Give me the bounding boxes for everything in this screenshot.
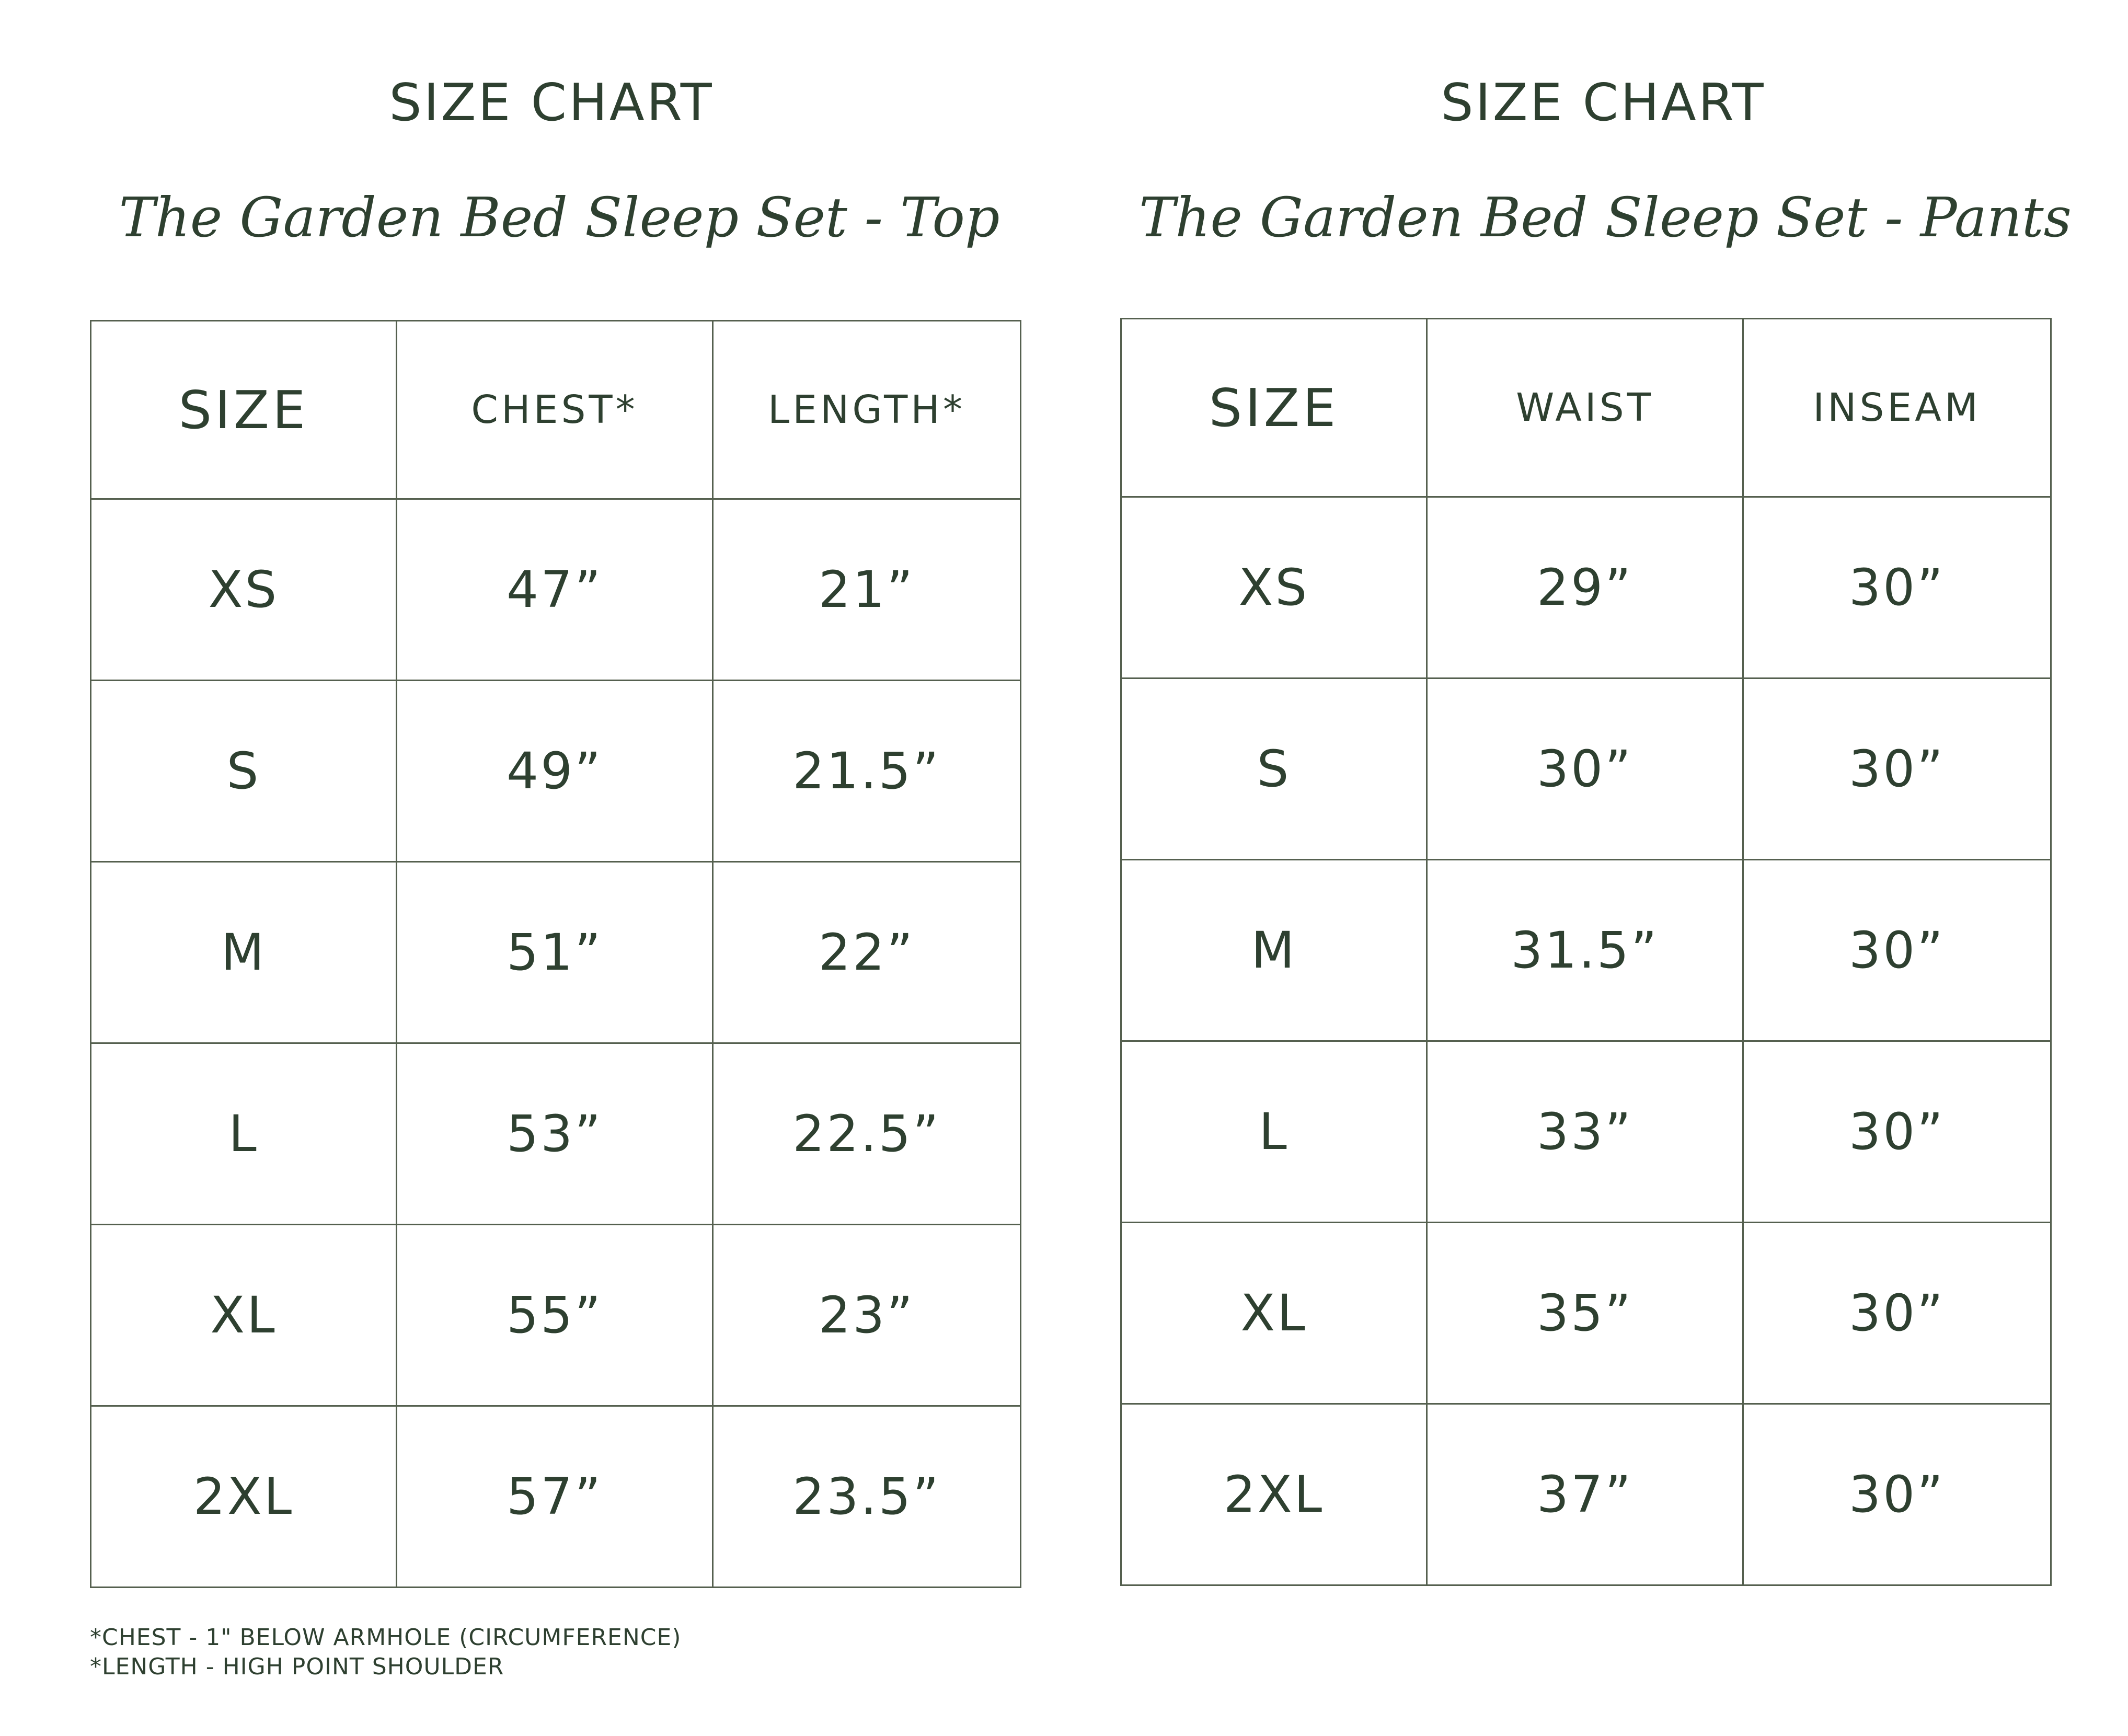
inseam-cell: 30”	[1743, 1223, 2051, 1404]
chest-cell: 51”	[397, 862, 713, 1043]
waist-cell: 37”	[1427, 1404, 1743, 1585]
product-title: The Garden Bed Sleep Set - Top	[119, 186, 1000, 249]
size-chart-heading: SIZE CHART	[1441, 73, 1766, 133]
size-cell: XS	[1121, 497, 1427, 679]
measurement-footnotes	[90, 1623, 681, 1682]
size-cell: XL	[91, 1225, 397, 1406]
length-cell: 21”	[713, 499, 1021, 681]
column-header-size: SIZE	[1121, 319, 1427, 497]
size-cell: XS	[91, 499, 397, 681]
inseam-cell: 30”	[1743, 497, 2051, 679]
size-cell: L	[1121, 1041, 1427, 1223]
waist-cell: 30”	[1427, 679, 1743, 860]
chest-cell: 55”	[397, 1225, 713, 1406]
column-header-waist: WAIST	[1427, 319, 1743, 497]
size-cell: M	[91, 862, 397, 1043]
chest-cell: 47”	[397, 499, 713, 681]
footnote-length: *LENGTH - HIGH POINT SHOULDER	[90, 1653, 504, 1680]
column-header-chest: CHEST*	[397, 321, 713, 499]
product-title: The Garden Bed Sleep Set - Pants	[1138, 186, 2072, 249]
table-row	[91, 1043, 1021, 1225]
size-cell: 2XL	[1121, 1404, 1427, 1585]
size-cell: S	[91, 681, 397, 862]
length-cell: 23”	[713, 1225, 1021, 1406]
waist-cell: 33”	[1427, 1041, 1743, 1223]
size-cell: L	[91, 1043, 397, 1225]
table-row	[1121, 497, 2051, 679]
chest-cell: 57”	[397, 1406, 713, 1588]
inseam-cell: 30”	[1743, 1404, 2051, 1585]
chest-cell: 53”	[397, 1043, 713, 1225]
column-header-length: LENGTH*	[713, 321, 1021, 499]
table-row	[91, 862, 1021, 1043]
table-row	[1121, 1223, 2051, 1404]
column-header-size: SIZE	[91, 321, 397, 499]
table-header-row	[91, 321, 1021, 499]
waist-cell: 29”	[1427, 497, 1743, 679]
table-header-row	[1121, 319, 2051, 497]
length-cell: 22”	[713, 862, 1021, 1043]
size-cell: XL	[1121, 1223, 1427, 1404]
table-row	[91, 499, 1021, 681]
waist-cell: 35”	[1427, 1223, 1743, 1404]
chest-cell: 49”	[397, 681, 713, 862]
table-row	[1121, 1041, 2051, 1223]
table-row	[91, 1225, 1021, 1406]
table-row	[1121, 860, 2051, 1041]
inseam-cell: 30”	[1743, 860, 2051, 1041]
waist-cell: 31.5”	[1427, 860, 1743, 1041]
top-size-table	[90, 320, 1021, 1588]
size-cell: S	[1121, 679, 1427, 860]
size-cell: M	[1121, 860, 1427, 1041]
table-row	[1121, 1404, 2051, 1585]
inseam-cell: 30”	[1743, 1041, 2051, 1223]
column-header-inseam: INSEAM	[1743, 319, 2051, 497]
inseam-cell: 30”	[1743, 679, 2051, 860]
size-cell: 2XL	[91, 1406, 397, 1588]
length-cell: 23.5”	[713, 1406, 1021, 1588]
length-cell: 21.5”	[713, 681, 1021, 862]
table-row	[91, 1406, 1021, 1588]
size-chart-heading: SIZE CHART	[389, 73, 714, 133]
pants-size-table	[1120, 318, 2052, 1586]
table-row	[91, 681, 1021, 862]
length-cell: 22.5”	[713, 1043, 1021, 1225]
footnote-chest: *CHEST - 1" BELOW ARMHOLE (CIRCUMFERENCE)	[90, 1624, 682, 1651]
table-row	[1121, 679, 2051, 860]
